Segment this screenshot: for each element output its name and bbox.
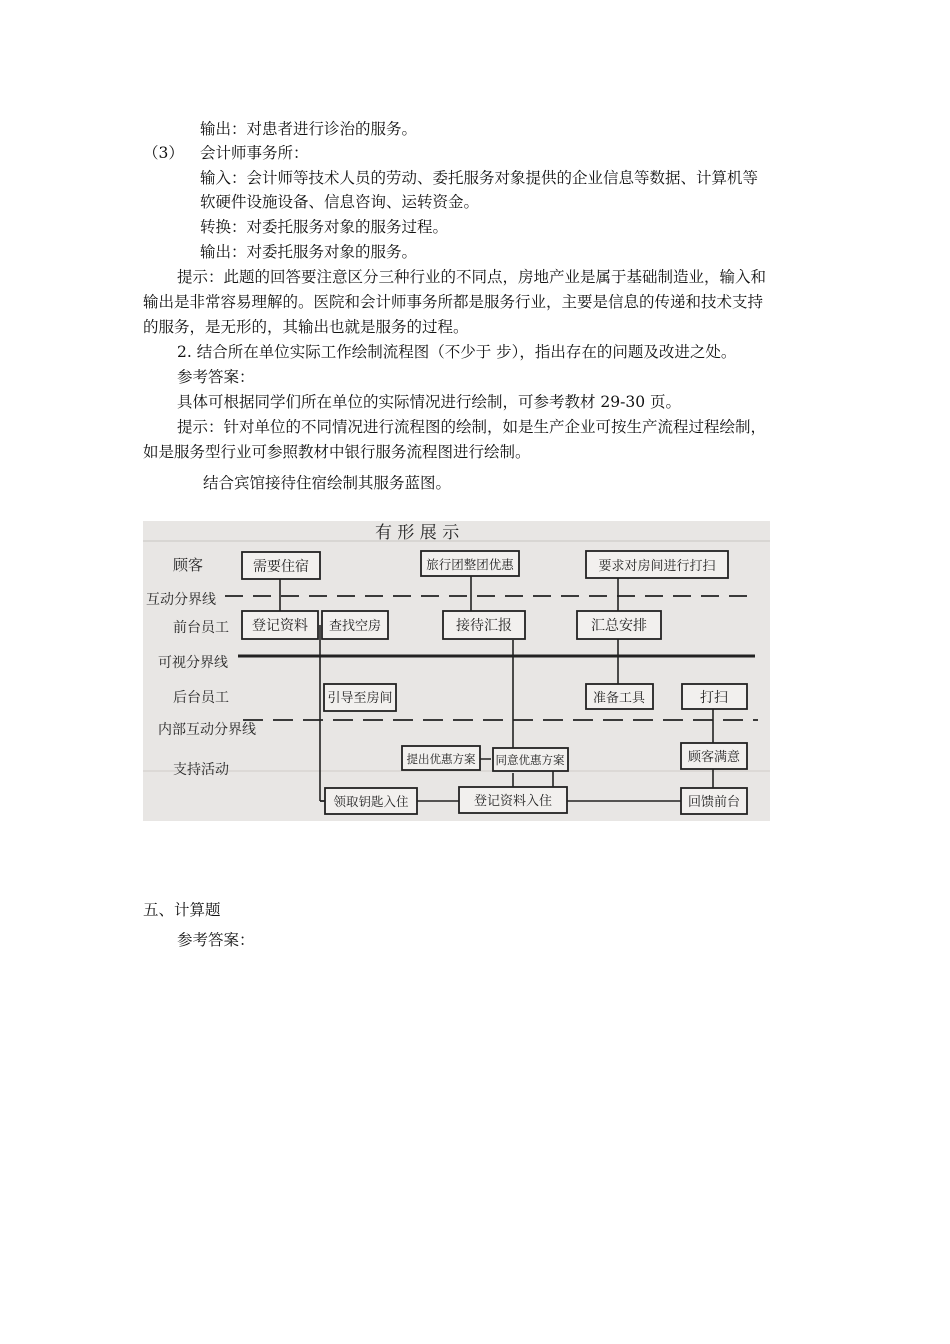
label-clean: 打扫 (700, 690, 728, 706)
doc-line-7: 提示：此题的回答要注意区分三种行业的不同点，房地产业是属于基础制造业，输入和 (177, 268, 767, 286)
row-label-customer: 顾客 (173, 556, 204, 574)
row-label-internal-line: 内部互动分界线 (158, 722, 256, 738)
label-prepare-tools: 准备工具 (592, 691, 646, 706)
doc-line-12: 具体可根据同学们所在单位的实际情况进行绘制，可参考教材 29-30 页。 (177, 393, 682, 411)
blueprint-title: 有 形 展 示 (375, 523, 460, 543)
label-register: 登记资料 (252, 618, 308, 634)
row-label-frontstage: 前台员工 (173, 620, 229, 636)
doc-line-3: 输入：会计师等技术人员的劳动、委托服务对象提供的企业信息等数据、计算机等 (200, 169, 759, 187)
doc-line-reference-answer: 参考答案： (177, 931, 255, 949)
section-heading-calculation: 五、计算题 (143, 901, 221, 919)
doc-line-9: 的服务，是无形的，其输出也就是服务的过程。 (143, 318, 469, 336)
service-blueprint-figure (143, 521, 770, 821)
label-group-discount: 旅行团整团优惠 (426, 557, 514, 572)
label-propose-plan: 提出优惠方案 (406, 752, 476, 766)
doc-line-5: 转换：对委托服务对象的服务过程。 (200, 218, 449, 236)
label-find-room: 查找空房 (328, 619, 382, 634)
label-feedback: 回馈前台 (687, 795, 741, 810)
label-guide-room: 引导至房间 (327, 691, 393, 706)
doc-line-8: 输出是非常容易理解的。医院和会计师事务所都是服务行业，主要是信息的传递和技术支持 (143, 293, 764, 311)
doc-line-6: 输出：对委托服务对象的服务。 (200, 243, 418, 261)
label-arrange: 汇总安排 (591, 618, 647, 634)
doc-line-11: 参考答案： (177, 368, 255, 386)
row-label-backstage: 后台员工 (173, 690, 229, 706)
row-label-support: 支持活动 (173, 762, 229, 778)
doc-line-4: 软硬件设施设备、信息咨询、运转资金。 (200, 193, 480, 211)
label-need-stay: 需要住宿 (253, 559, 309, 575)
label-agree-plan: 同意优惠方案 (495, 753, 565, 767)
label-get-key: 领取钥匙入住 (333, 794, 409, 809)
doc-line-1: 输出：对患者进行诊治的服务。 (200, 120, 418, 138)
label-report: 接待汇报 (456, 618, 512, 634)
doc-line-2-text: 会计师事务所： (200, 144, 309, 162)
doc-line-13: 提示：针对单位的不同情况进行流程图的绘制，如是生产企业可按生产流程过程绘制， (177, 418, 767, 436)
label-satisfied: 顾客满意 (687, 750, 741, 765)
label-request-clean: 要求对房间进行打扫 (598, 559, 716, 574)
doc-line-14: 如是服务型行业可参照教材中银行服务流程图进行绘制。 (143, 443, 531, 461)
row-label-interaction-line: 互动分界线 (146, 592, 216, 608)
service-blueprint-diagram (143, 521, 770, 821)
label-register-checkin: 登记资料入住 (473, 794, 553, 809)
doc-line-2-number: （3） (143, 144, 184, 162)
doc-line-15: 结合宾馆接待住宿绘制其服务蓝图。 (203, 474, 452, 492)
row-label-visibility-line: 可视分界线 (158, 655, 228, 671)
doc-line-10: 2. 结合所在单位实际工作绘制流程图（不少于 步），指出存在的问题及改进之处。 (177, 343, 737, 361)
